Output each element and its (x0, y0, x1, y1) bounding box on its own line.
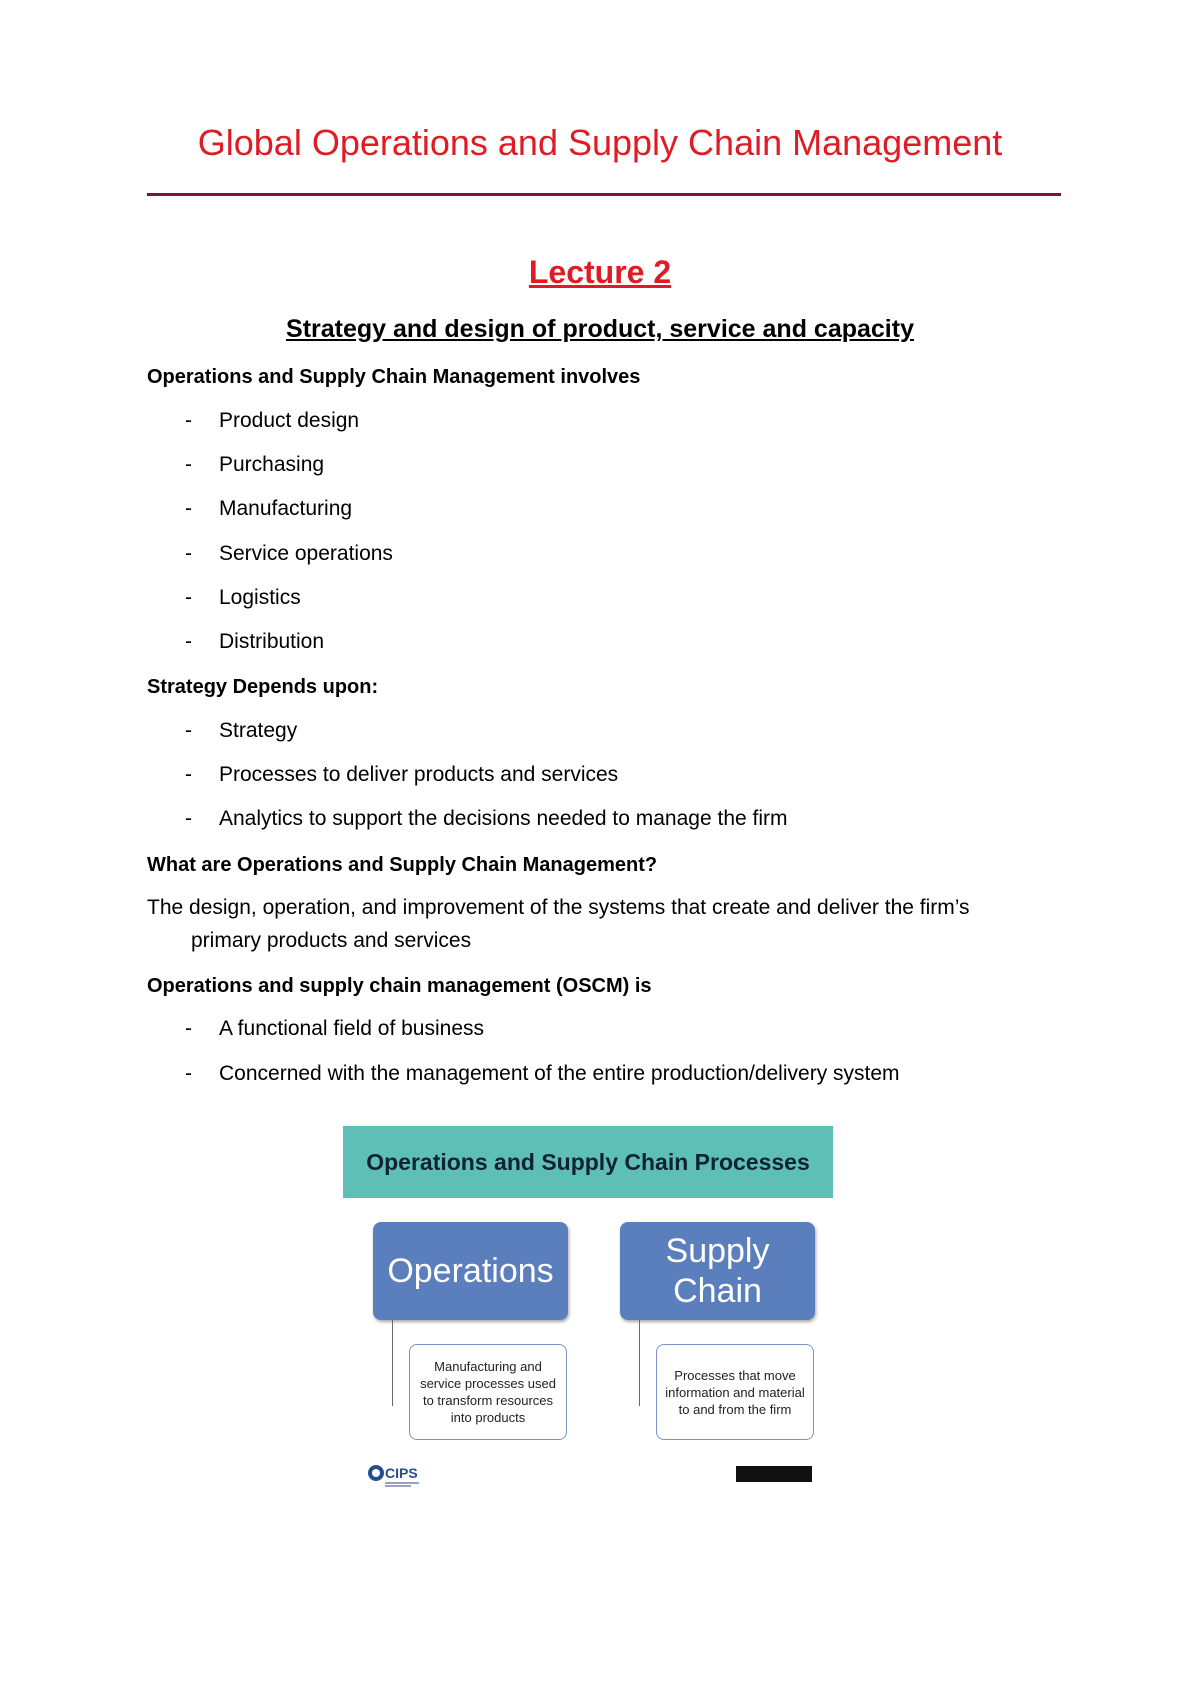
operations-description: Manufacturing and service processes used to transform resources into products (409, 1344, 567, 1440)
list-item: - A functional field of business (185, 1017, 485, 1040)
list-item: - Purchasing (185, 453, 325, 476)
list-item: - Processes to deliver products and services (185, 763, 619, 786)
section-heading-involves: Operations and Supply Chain Management involves (147, 366, 641, 388)
list-item: - Product design (185, 409, 360, 432)
diagram-header: Operations and Supply Chain Processes (343, 1126, 833, 1198)
section-heading-strategy: Strategy Depends upon: (147, 676, 379, 698)
definition-line: The design, operation, and improvement of the systems that create and deliver the firm’s (147, 896, 970, 919)
operations-box: Operations (373, 1222, 568, 1320)
cips-logo-text: CIPS (385, 1465, 418, 1481)
connector-line (639, 1320, 640, 1406)
oscm-processes-diagram (343, 1126, 833, 1496)
lecture-heading: Lecture 2 (528, 254, 672, 290)
document-title: Global Operations and Supply Chain Management (197, 122, 1003, 163)
cips-logo (367, 1462, 429, 1488)
list-item: - Analytics to support the decisions needed to manage the firm (185, 807, 788, 830)
list-item: - Strategy (185, 719, 298, 742)
definition-paragraph (147, 891, 1047, 957)
section-heading-what-are: What are Operations and Supply Chain Management? (147, 854, 658, 876)
list-item: - Service operations (185, 542, 393, 565)
university-logo (736, 1466, 812, 1482)
section-heading-oscm: Operations and supply chain management (OSCM) is (147, 975, 652, 997)
connector-line (392, 1320, 393, 1406)
list-item: - Logistics (185, 586, 301, 609)
supply-chain-label: Supply Chain (665, 1232, 770, 1310)
list-item: - Manufacturing (185, 497, 353, 520)
supply-chain-description: Processes that move information and material to and from the firm (656, 1344, 814, 1440)
list-item: - Distribution (185, 630, 325, 653)
definition-line: primary products and services (191, 929, 472, 952)
list-item: - Concerned with the management of the entire production/delivery system (185, 1062, 900, 1085)
supply-chain-box (620, 1222, 815, 1320)
lecture-subtitle: Strategy and design of product, service and capacity (286, 315, 914, 343)
title-divider (147, 193, 1061, 196)
